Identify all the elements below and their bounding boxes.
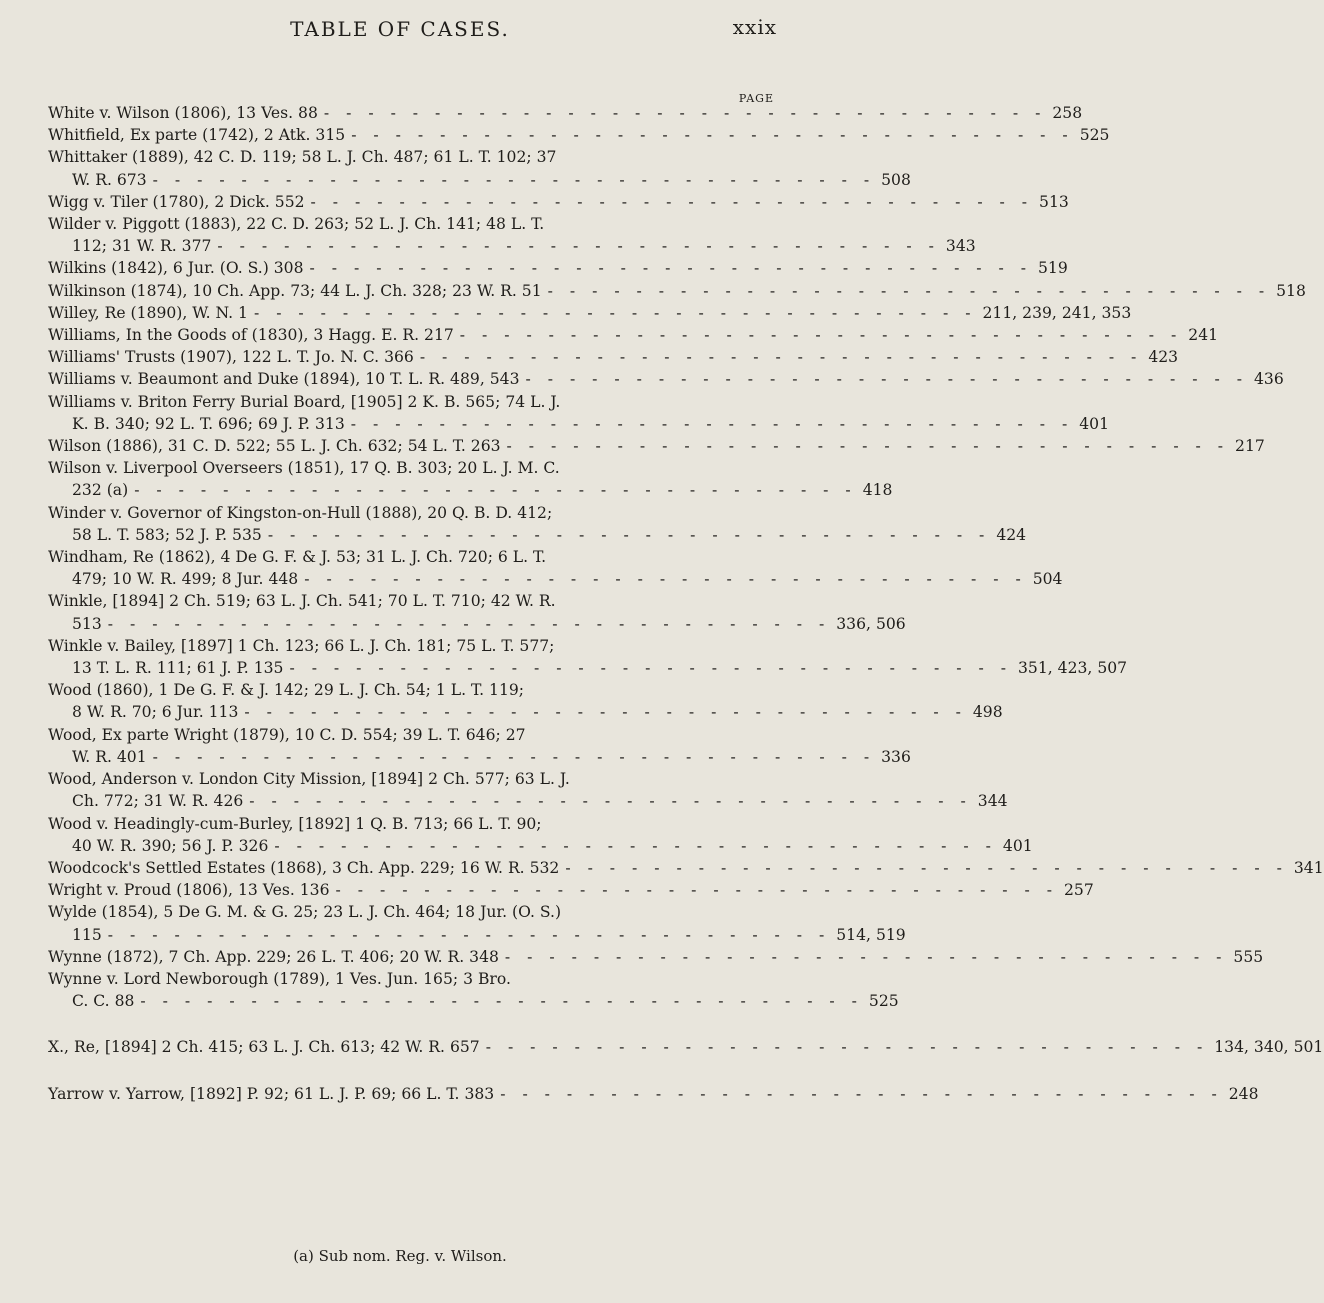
case-citation: Wood, Anderson v. London City Mission, [1894] 2 Ch. 577; 63 L. J. bbox=[48, 770, 570, 789]
case-entry-line bbox=[48, 435, 1265, 457]
case-citation: Woodcock's Settled Estates (1868), 3 Ch. App. 229; 16 W. R. 532 bbox=[48, 858, 560, 877]
case-citation: K. B. 340; 92 L. T. 696; 69 J. P. 313 bbox=[72, 414, 345, 433]
case-entry-line bbox=[48, 968, 778, 990]
case-entry-line bbox=[48, 546, 778, 568]
case-entry-line bbox=[48, 169, 911, 191]
case-citation: Wynne v. Lord Newborough (1789), 1 Ves. Jun. 165; 3 Bro. bbox=[48, 969, 511, 988]
page-column-label: PAGE bbox=[738, 92, 774, 105]
dot-leader: - - - - - - - - - - - - - - - - - - - - - - - - - - - - - - - - - bbox=[304, 570, 1027, 589]
case-citation: Wright v. Proud (1806), 13 Ves. 136 bbox=[48, 881, 330, 900]
case-entry-line bbox=[48, 946, 1264, 968]
case-entry bbox=[48, 124, 1110, 146]
case-citation: Wilkins (1842), 6 Jur. (O. S.) 308 bbox=[48, 259, 304, 278]
dot-leader: - - - - - - - - - - - - - - - - - - - - - - - - - - - - - - - - - bbox=[335, 881, 1059, 900]
case-citation: Williams v. Beaumont and Duke (1894), 10 T. L. R. 489, 543 bbox=[48, 370, 520, 389]
dot-leader: - - - - - - - - - - - - - - - - - - - - - - - - - - - - - - - - - bbox=[310, 192, 1034, 211]
case-entry-line bbox=[48, 1036, 1324, 1058]
running-header bbox=[0, 13, 800, 43]
case-entry-line bbox=[48, 124, 1110, 146]
case-entry bbox=[48, 102, 1083, 124]
case-citation: 232 (a) bbox=[72, 481, 129, 500]
page-reference: 436 bbox=[1254, 370, 1284, 389]
case-entry bbox=[48, 368, 1284, 390]
case-entry bbox=[48, 635, 1128, 679]
case-entry bbox=[48, 813, 1033, 857]
case-citation: W. R. 673 bbox=[72, 170, 147, 189]
case-entry-line bbox=[48, 346, 1179, 368]
case-citation: Wood (1860), 1 De G. F. & J. 142; 29 L. J. Ch. 54; 1 L. T. 119; bbox=[48, 681, 525, 700]
page-reference: 344 bbox=[977, 792, 1008, 811]
case-entry-line bbox=[48, 257, 1068, 279]
case-entry-line bbox=[48, 613, 906, 635]
case-entry bbox=[48, 324, 1219, 346]
case-citation: Winder v. Governor of Kingston-on-Hull (1888), 20 Q. B. D. 412; bbox=[48, 503, 553, 522]
case-entry-line bbox=[48, 191, 1069, 213]
dot-leader: - - - - - - - - - - - - - - - - - - - - - - - - - - - - - - - - - bbox=[504, 947, 1228, 966]
page-reference: 248 bbox=[1228, 1084, 1259, 1103]
page-reference: 336 bbox=[881, 747, 911, 766]
case-entry bbox=[48, 502, 1027, 546]
case-citation: Wilder v. Piggott (1883), 22 C. D. 263; 52 L. J. Ch. 141; 48 L. T. bbox=[48, 215, 545, 234]
case-entry-line bbox=[48, 368, 1284, 390]
case-entry-line bbox=[48, 502, 778, 524]
case-citation: Wylde (1854), 5 De G. M. & G. 25; 23 L. J. Ch. 464; 18 Jur. (O. S.) bbox=[48, 903, 562, 922]
case-entry bbox=[48, 346, 1179, 368]
case-entry-line bbox=[48, 746, 911, 768]
case-citation: 112; 31 W. R. 377 bbox=[72, 237, 212, 256]
case-entry-line bbox=[48, 568, 1063, 590]
case-entry bbox=[48, 302, 1132, 324]
case-entry-line bbox=[48, 413, 1110, 435]
case-citation: 58 L. T. 583; 52 J. P. 535 bbox=[72, 525, 262, 544]
case-citation: Ch. 772; 31 W. R. 426 bbox=[72, 792, 244, 811]
case-citation: Williams, In the Goods of (1830), 3 Hagg. E. R. 217 bbox=[48, 326, 454, 345]
case-list bbox=[48, 102, 1324, 1105]
page-reference: 257 bbox=[1064, 881, 1094, 900]
case-entry bbox=[48, 946, 1264, 968]
case-entry bbox=[48, 213, 976, 257]
dot-leader: - - - - - - - - - - - - - - - - - - - - - - - - - - - - - - - - - bbox=[107, 614, 831, 633]
case-entry bbox=[48, 768, 1008, 812]
case-entry-line bbox=[48, 457, 778, 479]
dot-leader: - - - - - - - - - - - - - - - - - - - - - - - - - - - - - - - - - bbox=[244, 703, 967, 722]
dot-leader: - - - - - - - - - - - - - - - - - - - - - - - - - - - - - - - - - bbox=[565, 858, 1288, 877]
page-reference: 423 bbox=[1148, 348, 1179, 367]
case-entry-line bbox=[48, 857, 1324, 879]
case-entry bbox=[48, 679, 1003, 723]
dot-leader: - - - - - - - - - - - - - - - - - - - - - - - - - - - - - - - - - bbox=[525, 370, 1248, 389]
case-entry bbox=[48, 1036, 1324, 1058]
case-entry bbox=[48, 857, 1324, 879]
case-entry-line bbox=[48, 879, 1094, 901]
dot-leader: - - - - - - - - - - - - - - - - - - - - - - - - - - - - - - - - - bbox=[459, 326, 1183, 345]
case-entry-line bbox=[48, 679, 778, 701]
case-citation: Wynne (1872), 7 Ch. App. 229; 26 L. T. 406; 20 W. R. 348 bbox=[48, 947, 499, 966]
dot-leader: - - - - - - - - - - - - - - - - - - - - - - - - - - - - - - - - - bbox=[217, 237, 940, 256]
dot-leader: - - - - - - - - - - - - - - - - - - - - - - - - - - - - - - - - - bbox=[500, 1084, 1223, 1103]
case-entry-line bbox=[48, 701, 1003, 723]
case-entry-line bbox=[48, 990, 899, 1012]
dot-leader: - - - - - - - - - - - - - - - - - - - - - - - - - - - - - - - - - bbox=[107, 925, 831, 944]
page-reference: 498 bbox=[972, 703, 1003, 722]
case-entry-line bbox=[48, 590, 778, 612]
case-citation: Williams' Trusts (1907), 122 L. T. Jo. N. C. 366 bbox=[48, 348, 414, 367]
dot-leader: - - - - - - - - - - - - - - - - - - - - - - - - - - - - - - - - - bbox=[267, 525, 991, 544]
page-reference: 211, 239, 241, 353 bbox=[982, 303, 1132, 322]
case-citation: Whitfield, Ex parte (1742), 2 Atk. 315 bbox=[48, 126, 346, 145]
case-citation: Williams v. Briton Ferry Burial Board, [1905] 2 K. B. 565; 74 L. J. bbox=[48, 392, 561, 411]
case-entry bbox=[48, 257, 1068, 279]
case-citation: X., Re, [1894] 2 Ch. 415; 63 L. J. Ch. 613; 42 W. R. 657 bbox=[48, 1038, 480, 1057]
dot-leader: - - - - - - - - - - - - - - - - - - - - - - - - - - - - - - - - - bbox=[309, 259, 1033, 278]
case-entry-line bbox=[48, 391, 778, 413]
case-citation: 479; 10 W. R. 499; 8 Jur. 448 bbox=[72, 570, 299, 589]
case-entry-line bbox=[48, 657, 1128, 679]
page-reference: 351, 423, 507 bbox=[1017, 659, 1128, 678]
page-reference: 519 bbox=[1038, 259, 1068, 278]
page-reference: 418 bbox=[862, 481, 893, 500]
page-reference: 401 bbox=[1002, 836, 1033, 855]
case-citation: Winkle v. Bailey, [1897] 1 Ch. 123; 66 L. J. Ch. 181; 75 L. T. 577; bbox=[48, 636, 555, 655]
case-entry-line bbox=[48, 768, 778, 790]
case-entry-line bbox=[48, 324, 1219, 346]
case-citation: Wood, Ex parte Wright (1879), 10 C. D. 554; 39 L. T. 646; 27 bbox=[48, 725, 526, 744]
case-citation: W. R. 401 bbox=[72, 747, 147, 766]
case-entry-line bbox=[48, 813, 778, 835]
page-reference: 241 bbox=[1188, 326, 1219, 345]
page-reference: 514, 519 bbox=[836, 925, 906, 944]
case-citation: White v. Wilson (1806), 13 Ves. 88 bbox=[48, 104, 318, 122]
page-reference: 336, 506 bbox=[836, 614, 906, 633]
case-citation: 13 T. L. R. 111; 61 J. P. 135 bbox=[72, 659, 284, 678]
case-entry bbox=[48, 457, 893, 501]
case-entry bbox=[48, 724, 911, 768]
case-entry-line bbox=[48, 1083, 1259, 1105]
page-reference: 217 bbox=[1235, 437, 1265, 456]
page-reference: 513 bbox=[1039, 192, 1069, 211]
case-entry bbox=[48, 901, 906, 945]
page-reference: 518 bbox=[1276, 281, 1306, 300]
case-entry bbox=[48, 879, 1094, 901]
dot-leader: - - - - - - - - - - - - - - - - - - - - - - - - - - - - - - - - - bbox=[289, 659, 1012, 678]
footnote: (a) Sub nom. Reg. v. Wilson. bbox=[293, 1247, 507, 1265]
case-entry bbox=[48, 435, 1265, 457]
case-entry bbox=[48, 391, 1110, 435]
dot-leader: - - - - - - - - - - - - - - - - - - - - - - - - - - - - - - - - - bbox=[506, 437, 1230, 456]
page-reference: 134, 340, 501 bbox=[1214, 1038, 1324, 1057]
page-reference: 525 bbox=[868, 992, 899, 1011]
case-entry bbox=[48, 191, 1069, 213]
case-citation: Whittaker (1889), 42 C. D. 119; 58 L. J. Ch. 487; 61 L. T. 102; 37 bbox=[48, 148, 557, 167]
case-citation: Willey, Re (1890), W. N. 1 bbox=[48, 303, 248, 322]
dot-leader: - - - - - - - - - - - - - - - - - - - - - - - - - - - - - - - - - bbox=[140, 992, 863, 1011]
case-entry bbox=[48, 146, 911, 190]
page-reference: 424 bbox=[996, 525, 1027, 544]
case-citation: Wilkinson (1874), 10 Ch. App. 73; 44 L. J. Ch. 328; 23 W. R. 51 bbox=[48, 281, 542, 300]
dot-leader: - - - - - - - - - - - - - - - - - - - - - - - - - - - - - - - - - bbox=[134, 481, 857, 500]
page-reference: 258 bbox=[1052, 104, 1083, 122]
section-gap bbox=[48, 1012, 778, 1036]
case-entry-line bbox=[48, 724, 778, 746]
case-entry-line bbox=[48, 479, 893, 501]
case-citation: Wilson (1886), 31 C. D. 522; 55 L. J. Ch. 632; 54 L. T. 263 bbox=[48, 437, 501, 456]
page-reference: 343 bbox=[945, 237, 976, 256]
page-number-roman: xxix bbox=[732, 15, 777, 39]
dot-leader: - - - - - - - - - - - - - - - - - - - - - - - - - - - - - - - - - bbox=[152, 747, 876, 766]
header-title: TABLE OF CASES. bbox=[290, 17, 510, 41]
case-entry-line bbox=[48, 213, 778, 235]
case-entry bbox=[48, 968, 899, 1012]
case-entry-line bbox=[48, 924, 906, 946]
case-entry-line bbox=[48, 790, 1008, 812]
dot-leader: - - - - - - - - - - - - - - - - - - - - - - - - - - - - - - - - - bbox=[419, 348, 1143, 367]
page-reference: 504 bbox=[1032, 570, 1063, 589]
case-citation: 513 bbox=[72, 614, 102, 633]
page-reference: 555 bbox=[1233, 947, 1264, 966]
section-gap bbox=[48, 1059, 778, 1083]
page-reference: 341 bbox=[1293, 858, 1324, 877]
case-entry-line bbox=[48, 146, 778, 168]
case-entry bbox=[48, 1083, 1259, 1105]
dot-leader: - - - - - - - - - - - - - - - - - - - - - - - - - - - - - - - - - bbox=[323, 104, 1047, 122]
case-citation: Windham, Re (1862), 4 De G. F. & J. 53; 31 L. J. Ch. 720; 6 L. T. bbox=[48, 548, 547, 567]
page-reference: 525 bbox=[1079, 126, 1110, 145]
case-citation: C. C. 88 bbox=[72, 992, 135, 1011]
case-citation: Winkle, [1894] 2 Ch. 519; 63 L. J. Ch. 541; 70 L. T. 710; 42 W. R. bbox=[48, 592, 556, 611]
case-entry-line bbox=[48, 901, 778, 923]
case-entry-line bbox=[48, 102, 1083, 124]
case-entry bbox=[48, 546, 1063, 590]
case-citation: Wood v. Headingly-cum-Burley, [1892] 1 Q. B. 713; 66 L. T. 90; bbox=[48, 814, 542, 833]
case-citation: 40 W. R. 390; 56 J. P. 326 bbox=[72, 836, 269, 855]
page-reference: 508 bbox=[881, 170, 911, 189]
case-citation: 115 bbox=[72, 925, 102, 944]
dot-leader: - - - - - - - - - - - - - - - - - - - - - - - - - - - - - - - - - bbox=[274, 836, 997, 855]
case-entry-line bbox=[48, 635, 778, 657]
case-entry-line bbox=[48, 302, 1132, 324]
dot-leader: - - - - - - - - - - - - - - - - - - - - - - - - - - - - - - - - - bbox=[547, 281, 1271, 300]
case-entry-line bbox=[48, 235, 976, 257]
page-reference: 401 bbox=[1079, 414, 1110, 433]
dot-leader: - - - - - - - - - - - - - - - - - - - - - - - - - - - - - - - - - bbox=[350, 414, 1074, 433]
case-citation: Wigg v. Tiler (1780), 2 Dick. 552 bbox=[48, 192, 305, 211]
case-citation: Yarrow v. Yarrow, [1892] P. 92; 61 L. J. P. 69; 66 L. T. 383 bbox=[48, 1084, 495, 1103]
dot-leader: - - - - - - - - - - - - - - - - - - - - - - - - - - - - - - - - - bbox=[485, 1038, 1209, 1057]
dot-leader: - - - - - - - - - - - - - - - - - - - - - - - - - - - - - - - - - bbox=[249, 792, 972, 811]
case-citation: 8 W. R. 70; 6 Jur. 113 bbox=[72, 703, 239, 722]
case-citation: Wilson v. Liverpool Overseers (1851), 17 Q. B. 303; 20 L. J. M. C. bbox=[48, 459, 560, 478]
dot-leader: - - - - - - - - - - - - - - - - - - - - - - - - - - - - - - - - - bbox=[351, 126, 1074, 145]
case-entry-line bbox=[48, 280, 1306, 302]
case-entry-line bbox=[48, 835, 1033, 857]
case-entry bbox=[48, 280, 1306, 302]
dot-leader: - - - - - - - - - - - - - - - - - - - - - - - - - - - - - - - - - bbox=[253, 303, 977, 322]
case-entry bbox=[48, 590, 906, 634]
case-entry-line bbox=[48, 524, 1027, 546]
dot-leader: - - - - - - - - - - - - - - - - - - - - - - - - - - - - - - - - - bbox=[152, 170, 876, 189]
